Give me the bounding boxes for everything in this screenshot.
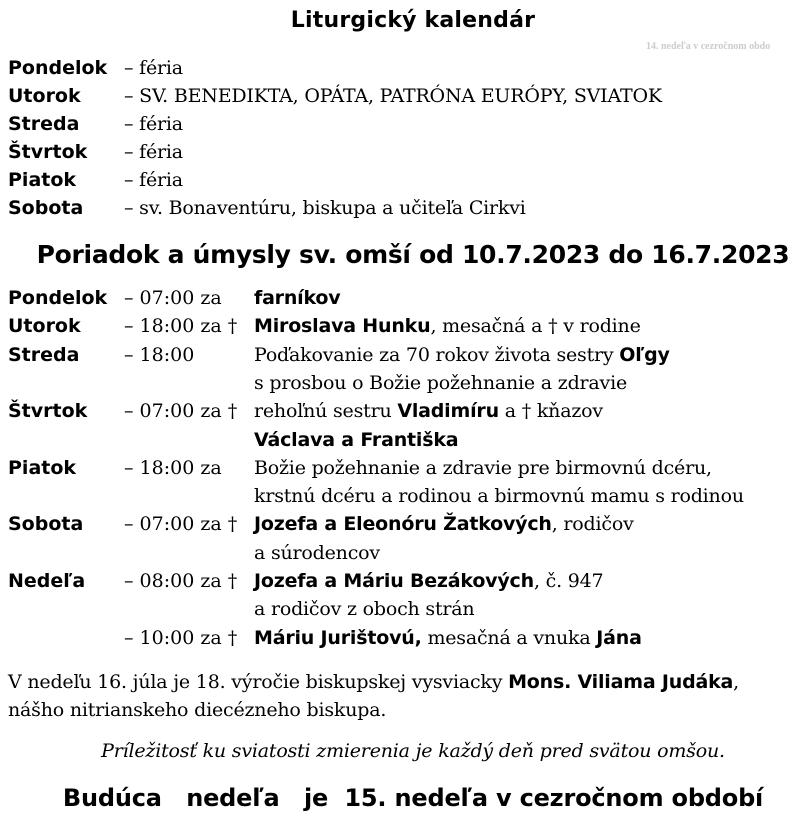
- mass-time: – 08:00 za †: [124, 570, 238, 592]
- mass-time: – 18:00 za †: [124, 315, 238, 337]
- mass-day: Štvrtok: [8, 400, 88, 422]
- mass-time: – 10:00 za †: [124, 627, 238, 649]
- intention-text: , rodičov: [551, 513, 634, 535]
- mass-intention: [254, 598, 474, 620]
- mass-intention: [254, 513, 634, 535]
- intention-name: Oľgy: [619, 344, 670, 366]
- calendar-day: Piatok: [8, 169, 77, 191]
- mass-intention: [254, 627, 642, 649]
- calendar-celebration: – féria: [124, 113, 183, 135]
- intention-text: mesačná a vnuka: [421, 627, 597, 649]
- mass-day: Streda: [8, 344, 80, 366]
- intention-name: farníkov: [254, 287, 341, 309]
- next-sunday-footer: Budúca nedeľa je 15. nedeľa v cezročnom období: [62, 784, 764, 812]
- calendar-celebration: – féria: [124, 169, 183, 191]
- mass-intention: [254, 457, 712, 479]
- intention-name: Máriu Jurištovú,: [254, 627, 422, 649]
- mass-intention: [254, 542, 380, 564]
- mass-time: – 07:00 za †: [124, 400, 238, 422]
- intention-text: , mesačná a † v rodine: [430, 315, 641, 337]
- calendar-day: Streda: [8, 113, 80, 135]
- intention-text: Božie požehnanie a zdravie pre birmovnú dcéru,: [254, 457, 712, 479]
- calendar-celebration: – SV. BENEDIKTA, OPÁTA, PATRÓNA EURÓPY, SVIATOK: [124, 85, 662, 107]
- mass-intention: [254, 315, 641, 337]
- intention-text: Poďakovanie za 70 rokov života sestry: [254, 344, 620, 366]
- intention-text: krstnú dcéru a rodinou a birmovnú mamu s rodinou: [254, 485, 744, 507]
- anniversary-note: [8, 668, 796, 724]
- mass-day: Pondelok: [8, 287, 108, 309]
- intention-name: Jozefa a Máriu Bezákových: [254, 570, 534, 592]
- mass-intention: [254, 344, 670, 366]
- intention-name: Jána: [596, 627, 642, 649]
- page-title: Liturgický kalendár: [290, 8, 536, 33]
- mass-intention: [254, 429, 458, 451]
- intention-text: a súrodencov: [254, 542, 380, 564]
- intention-text: s prosbou o Božie požehnanie a zdravie: [254, 372, 628, 394]
- mass-intention: [254, 485, 744, 507]
- intention-text: rehoľnú sestru: [254, 400, 398, 422]
- mass-intention: [254, 287, 340, 309]
- mass-time: – 07:00 za: [124, 287, 222, 309]
- mass-day: Nedeľa: [8, 570, 86, 592]
- intention-name: Václava a Františka: [254, 429, 459, 451]
- bishop-name: Mons. Viliama Judáka: [508, 671, 734, 693]
- calendar-day: Sobota: [8, 197, 84, 219]
- mass-intention: [254, 570, 603, 592]
- mass-intention: [254, 400, 603, 422]
- mass-day: Sobota: [8, 513, 84, 535]
- anniversary-line-1: V nedeľu 16. júla je 18. výročie biskupskej vysviacky Mons. Viliama Judáka,: [8, 671, 739, 693]
- mass-intention: [254, 372, 627, 394]
- faded-header-text: 14. nedeľa v cezročnom obdo: [646, 41, 771, 52]
- calendar-celebration: – féria: [124, 141, 183, 163]
- calendar-celebration: – sv. Bonaventúru, biskupa a učiteľa Cirkvi: [124, 197, 526, 219]
- intention-text: a † kňazov: [498, 400, 603, 422]
- confession-note: Príležitosť ku sviatosti zmierenia je každý deň pred svätou omšou.: [101, 740, 725, 762]
- calendar-day: Štvrtok: [8, 141, 88, 163]
- mass-day: Piatok: [8, 457, 77, 479]
- intention-text: a rodičov z oboch strán: [254, 598, 475, 620]
- mass-time: – 07:00 za †: [124, 513, 238, 535]
- intention-text: , č. 947: [533, 570, 604, 592]
- masses-heading: Poriadok a úmysly sv. omší od 10.7.2023 do 16.7.2023: [36, 240, 790, 269]
- calendar-celebration: – féria: [124, 57, 183, 79]
- anniversary-line-2: nášho nitrianskeho diecézneho biskupa.: [8, 699, 387, 721]
- calendar-day: Pondelok: [8, 57, 108, 79]
- intention-name: Jozefa a Eleonóru Žatkových: [254, 513, 552, 535]
- mass-day: Utorok: [8, 315, 81, 337]
- mass-time: – 18:00 za: [124, 457, 222, 479]
- intention-name: Miroslava Hunku: [254, 315, 431, 337]
- mass-time: – 18:00: [124, 344, 195, 366]
- calendar-day: Utorok: [8, 85, 81, 107]
- intention-name: Vladimíru: [397, 400, 499, 422]
